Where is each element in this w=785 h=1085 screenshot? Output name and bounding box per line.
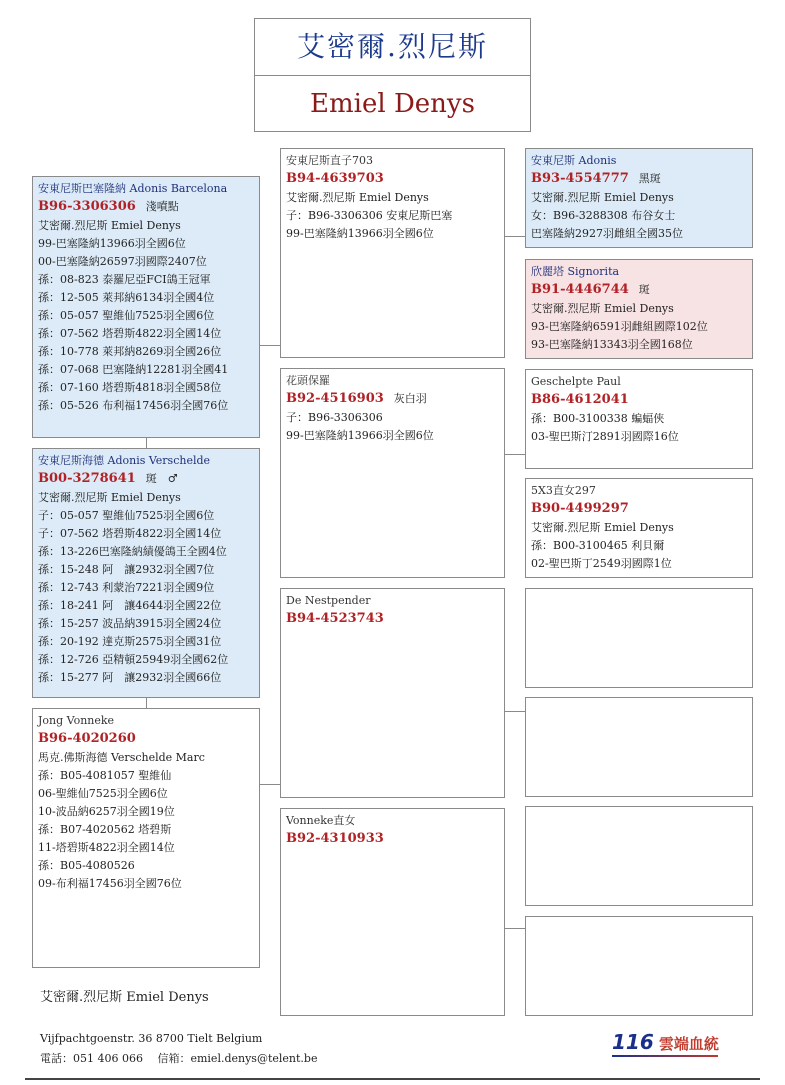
- title-english: Emiel Denys: [310, 89, 475, 119]
- subject-ring: B96-3306306 淺噴點: [38, 199, 179, 214]
- dam-dam-ring: B92-4310933: [286, 831, 384, 846]
- logo-underline: [612, 1055, 718, 1057]
- subject-name: 安東尼斯巴塞隆納 Adonis Barcelona: [38, 182, 228, 195]
- sds-name: Geschelpte Paul: [531, 375, 621, 388]
- connector: [260, 345, 280, 346]
- sss-card: 安東尼斯 Adonis B93-4554777 黑斑 艾密爾.烈尼斯 Emiel Denys 女：B96-3288308 布谷女士 巴塞隆納2927羽雌組全國35位: [525, 148, 753, 248]
- dam-sire-ring: B94-4523743: [286, 611, 384, 626]
- sire-dam-ring: B92-4516903 灰白羽: [286, 391, 427, 406]
- dam-dam-card: [280, 808, 505, 1016]
- sire-card: 安東尼斯海德 Adonis Verschelde B00-3278641 斑 ♂ 艾密爾.烈尼斯 Emiel Denys 子：05-057 聖維仙7525羽全國6位 子：07-562 塔碧斯4822羽全國14位 孫：13-226巴塞隆納績優鴿王全國4位 孫：15-248 阿 讓2932羽全國7位 孫：12-743 利蒙治7221羽全國9位 孫：18-241 阿 讓4644羽全國22位 孫：15-257 波品納3915羽全國24位 孫：20-192 達克斯2575羽全國31位 孫：12-726 亞精頓25949羽全國62位 孫：15-277 阿 讓2932羽全國66位: [32, 448, 260, 698]
- ssd-color-tag: 斑: [638, 283, 650, 296]
- footer-contact: 電話：051 406 066 信箱：emiel.denys@telent.be: [40, 1052, 318, 1065]
- sire-dam-card: 花頭保羅 B92-4516903 灰白羽 子：B96-3306306 99-巴塞隆納13966羽全國6位: [280, 368, 505, 578]
- connector: [505, 236, 525, 237]
- dds-card: [525, 806, 753, 906]
- connector: [146, 438, 147, 448]
- dam-ring: B96-4020260: [38, 731, 136, 746]
- sdd-name: 5X3直女297: [531, 484, 596, 497]
- subject-color-tag: 淺噴點: [145, 200, 179, 213]
- sire-color-tag: 斑 ♂: [145, 472, 178, 485]
- title-box: [254, 18, 531, 132]
- sire-dam-name: 花頭保羅: [286, 374, 330, 387]
- ssd-name: 欣麗塔 Signorita: [531, 265, 620, 278]
- connector: [505, 928, 525, 929]
- sire-ring: B00-3278641 斑 ♂: [38, 471, 178, 486]
- sire-dam-color-tag: 灰白羽: [393, 392, 427, 405]
- footer-rule: [25, 1078, 760, 1080]
- sss-ring: B93-4554777 黑斑: [531, 171, 661, 186]
- subject-card: 安東尼斯巴塞隆納 Adonis Barcelona B96-3306306 淺噴點 艾密爾.烈尼斯 Emiel Denys 99-巴塞隆納13966羽全國6位 00-巴塞隆納26597羽國際2407位 孫：08-823 泰羅尼亞FCI鴿王冠軍 孫：12-505 萊邦納6134羽全國4位 孫：05-057 聖維仙7525羽全國6位 孫：07-562 塔碧斯4822羽全國14位 孫：10-778 萊邦納8269羽全國26位 孫：07-068 巴塞隆納12281羽全國41 孫：07-160 塔碧斯4818羽全國58位 孫：05-526 布利福17456羽全國76位: [32, 176, 260, 438]
- dam-name: Jong Vonneke: [38, 714, 115, 727]
- sire-sire-card: 安東尼斯直子703 B94-4639703 艾密爾.烈尼斯 Emiel Denys 子：B96-3306306 安東尼斯巴塞 99-巴塞隆納13966羽全國6位: [280, 148, 505, 358]
- footer-address: Vijfpachtgoenstr. 36 8700 Tielt Belgium: [40, 1032, 263, 1045]
- ddd-card: [525, 916, 753, 1016]
- logo: [612, 1030, 719, 1054]
- breeder-name: 艾密爾.烈尼斯 Emiel Denys: [40, 990, 209, 1005]
- title-chinese: 艾密爾.烈尼斯: [297, 30, 488, 63]
- connector: [505, 711, 525, 712]
- connector: [505, 454, 525, 455]
- dam-card: Jong Vonneke B96-4020260 馬克.佛斯海德 Verschelde Marc 孫：B05-4081057 聖維仙 06-聖維仙7525羽全國6位 10-波品納6257羽全國19位 孫：B07-4020562 塔碧斯 11-塔碧斯4822羽全國14位 孫：B05-4080526 09-布利福17456羽全國76位: [32, 708, 260, 968]
- ssd-ring: B91-4446744 斑: [531, 282, 650, 297]
- sire-sire-name: 安東尼斯直子703: [286, 154, 373, 167]
- sire-sire-ring: B94-4639703: [286, 171, 384, 186]
- connector: [260, 784, 280, 785]
- dss-card: [525, 588, 753, 688]
- dsd-card: [525, 697, 753, 797]
- sdd-card: 5X3直女297 B90-4499297 艾密爾.烈尼斯 Emiel Denys 孫：B00-3100465 利貝爾 02-聖巴斯丁2549羽國際1位: [525, 478, 753, 578]
- logo-text: 雲端血統: [658, 1035, 719, 1053]
- logo-number: 116: [612, 1030, 654, 1054]
- ssd-card: 欣麗塔 Signorita B91-4446744 斑 艾密爾.烈尼斯 Emiel Denys 93-巴塞隆納6591羽雌組國際102位 93-巴塞隆納13343羽全國168位: [525, 259, 753, 359]
- sdd-ring: B90-4499297: [531, 501, 629, 516]
- sds-card: Geschelpte Paul B86-4612041 孫：B00-3100338 蝙蝠俠 03-聖巴斯汀2891羽國際16位: [525, 369, 753, 469]
- sds-ring: B86-4612041: [531, 392, 629, 407]
- dam-dam-name: Vonneke直女: [286, 814, 356, 827]
- dam-sire-card: [280, 588, 505, 798]
- sss-color-tag: 黑斑: [638, 172, 661, 185]
- connector: [146, 698, 147, 708]
- sire-name: 安東尼斯海德 Adonis Verschelde: [38, 454, 211, 467]
- sss-name: 安東尼斯 Adonis: [531, 154, 617, 167]
- dam-sire-name: De Nestpender: [286, 594, 371, 607]
